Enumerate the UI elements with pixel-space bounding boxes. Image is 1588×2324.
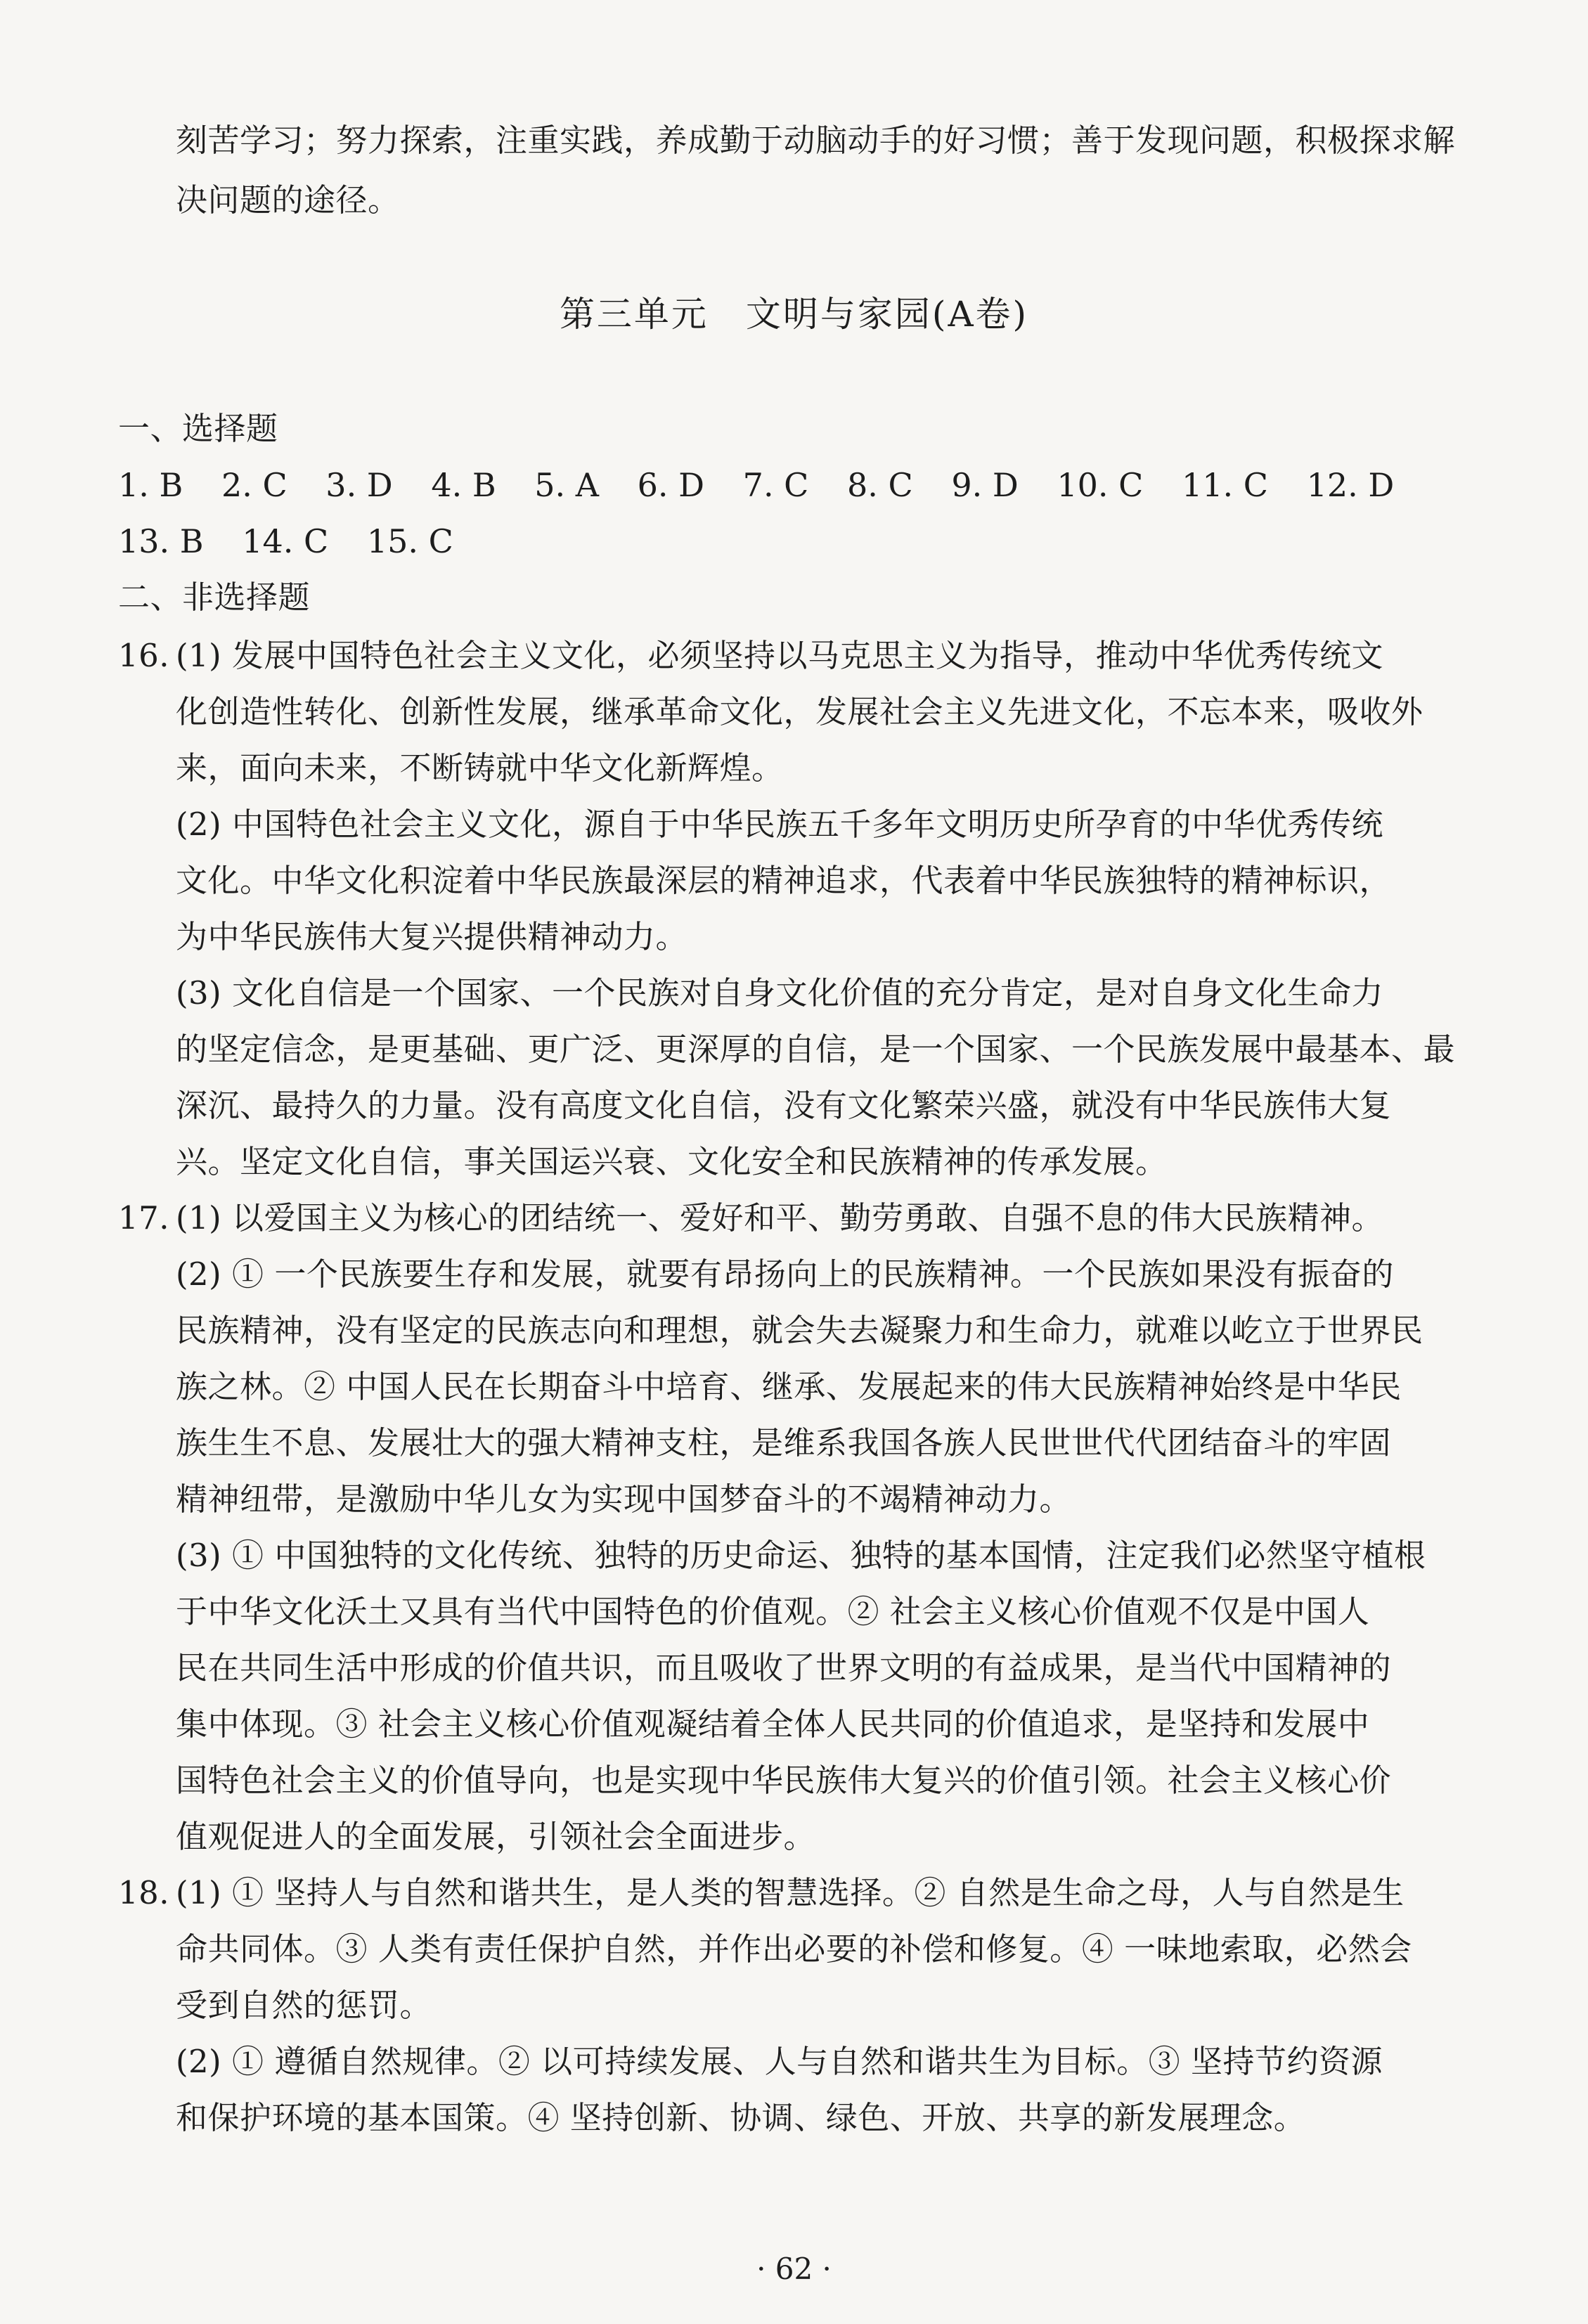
answer-item: 2. C <box>221 466 288 504</box>
q16-line: 来，面向未来，不断铸就中华文化新辉煌。 <box>176 749 784 787</box>
q16-line: 兴。坚定文化自信，事关国运兴衰、文化安全和民族精神的传承发展。 <box>176 1143 1168 1180</box>
q16-line: (3) 文化自信是一个国家、一个民族对自身文化价值的充分肯定，是对自身文化生命力 <box>176 974 1384 1012</box>
section-heading-nonchoice: 二、非选择题 <box>118 579 311 616</box>
q18-line: 和保护环境的基本国策。④ 坚持创新、协调、绿色、开放、共享的新发展理念。 <box>176 2099 1306 2136</box>
question-number-18: 18. <box>118 1874 170 1911</box>
q18-line: (1) ① 坚持人与自然和谐共生，是人类的智慧选择。② 自然是生命之母，人与自然是生 <box>176 1874 1405 1911</box>
answer-item: 3. D <box>325 466 393 504</box>
answer-item: 14. C <box>242 522 329 560</box>
answers-row-2 <box>118 520 482 562</box>
answer-item: 12. D <box>1306 466 1395 504</box>
intro-line-1: 刻苦学习；努力探索，注重实践，养成勤于动脑动手的好习惯；善于发现问题，积极探求解 <box>176 122 1456 159</box>
q17-line: 民族精神，没有坚定的民族志向和理想，就会失去凝聚力和生命力，就难以屹立于世界民 <box>176 1312 1424 1349</box>
section-heading-choice: 一、选择题 <box>118 410 278 447</box>
q17-line: (1) 以爱国主义为核心的团结统一、爱好和平、勤劳勇敢、自强不息的伟大民族精神。 <box>176 1199 1384 1237</box>
answer-item: 10. C <box>1057 466 1144 504</box>
page-number: · 62 · <box>756 2252 832 2286</box>
answer-item: 1. B <box>118 466 183 504</box>
answers-row-1 <box>118 464 1422 506</box>
answer-item: 7. C <box>742 466 809 504</box>
q17-line: 民在共同生活中形成的价值共识，而且吸收了世界文明的有益成果，是当代中国精神的 <box>176 1649 1392 1686</box>
answer-item: 4. B <box>431 466 496 504</box>
q18-line: 受到自然的惩罚。 <box>176 1987 432 2024</box>
q17-line: 集中体现。③ 社会主义核心价值观凝结着全体人民共同的价值追求，是坚持和发展中 <box>176 1705 1370 1743</box>
q16-line: 的坚定信念，是更基础、更广泛、更深厚的自信，是一个国家、一个民族发展中最基本、最 <box>176 1031 1456 1068</box>
q17-line: (2) ① 一个民族要生存和发展，就要有昂扬向上的民族精神。一个民族如果没有振奋的 <box>176 1255 1394 1293</box>
q16-line: 化创造性转化、创新性发展，继承革命文化，发展社会主义先进文化，不忘本来，吸收外 <box>176 693 1424 730</box>
answer-item: 13. B <box>118 522 204 560</box>
answer-item: 9. D <box>951 466 1019 504</box>
q16-line: 为中华民族伟大复兴提供精神动力。 <box>176 918 688 955</box>
answer-item: 5. A <box>534 466 600 504</box>
question-number-16: 16. <box>118 637 170 674</box>
q18-line: (2) ① 遵循自然规律。② 以可持续发展、人与自然和谐共生为目标。③ 坚持节约资源 <box>176 2043 1383 2080</box>
unit-title: 第三单元 文明与家园(A卷) <box>559 294 1029 335</box>
q17-line: 精神纽带，是激励中华儿女为实现中国梦奋斗的不竭精神动力。 <box>176 1480 1072 1518</box>
q16-line: (2) 中国特色社会主义文化，源自于中华民族五千多年文明历史所孕育的中华优秀传统 <box>176 806 1384 843</box>
q17-line: 族生生不息、发展壮大的强大精神支柱，是维系我国各族人民世世代代团结奋斗的牢固 <box>176 1424 1392 1461</box>
answer-item: 6. D <box>637 466 705 504</box>
q17-line: 值观促进人的全面发展，引领社会全面进步。 <box>176 1818 816 1855</box>
q17-line: 族之林。② 中国人民在长期奋斗中培育、继承、发展起来的伟大民族精神始终是中华民 <box>176 1368 1402 1405</box>
q18-line: 命共同体。③ 人类有责任保护自然，并作出必要的补偿和修复。④ 一味地索取，必然会 <box>176 1930 1412 1968</box>
answer-item: 8. C <box>847 466 913 504</box>
q16-line: 深沉、最持久的力量。没有高度文化自信，没有文化繁荣兴盛，就没有中华民族伟大复 <box>176 1087 1392 1124</box>
intro-line-2: 决问题的途径。 <box>176 181 400 219</box>
q17-line: (3) ① 中国独特的文化传统、独特的历史命运、独特的基本国情，注定我们必然坚守植根 <box>176 1537 1426 1574</box>
question-number-17: 17. <box>118 1199 170 1237</box>
q16-line: 文化。中华文化积淀着中华民族最深层的精神追求，代表着中华民族独特的精神标识， <box>176 862 1392 899</box>
answer-item: 15. C <box>366 522 453 560</box>
answer-item: 11. C <box>1182 466 1268 504</box>
q17-line: 于中华文化沃土又具有当代中国特色的价值观。② 社会主义核心价值观不仅是中国人 <box>176 1593 1370 1630</box>
q17-line: 国特色社会主义的价值导向，也是实现中华民族伟大复兴的价值引领。社会主义核心价 <box>176 1762 1392 1799</box>
q16-line: (1) 发展中国特色社会主义文化，必须坚持以马克思主义为指导，推动中华优秀传统文 <box>176 637 1384 674</box>
